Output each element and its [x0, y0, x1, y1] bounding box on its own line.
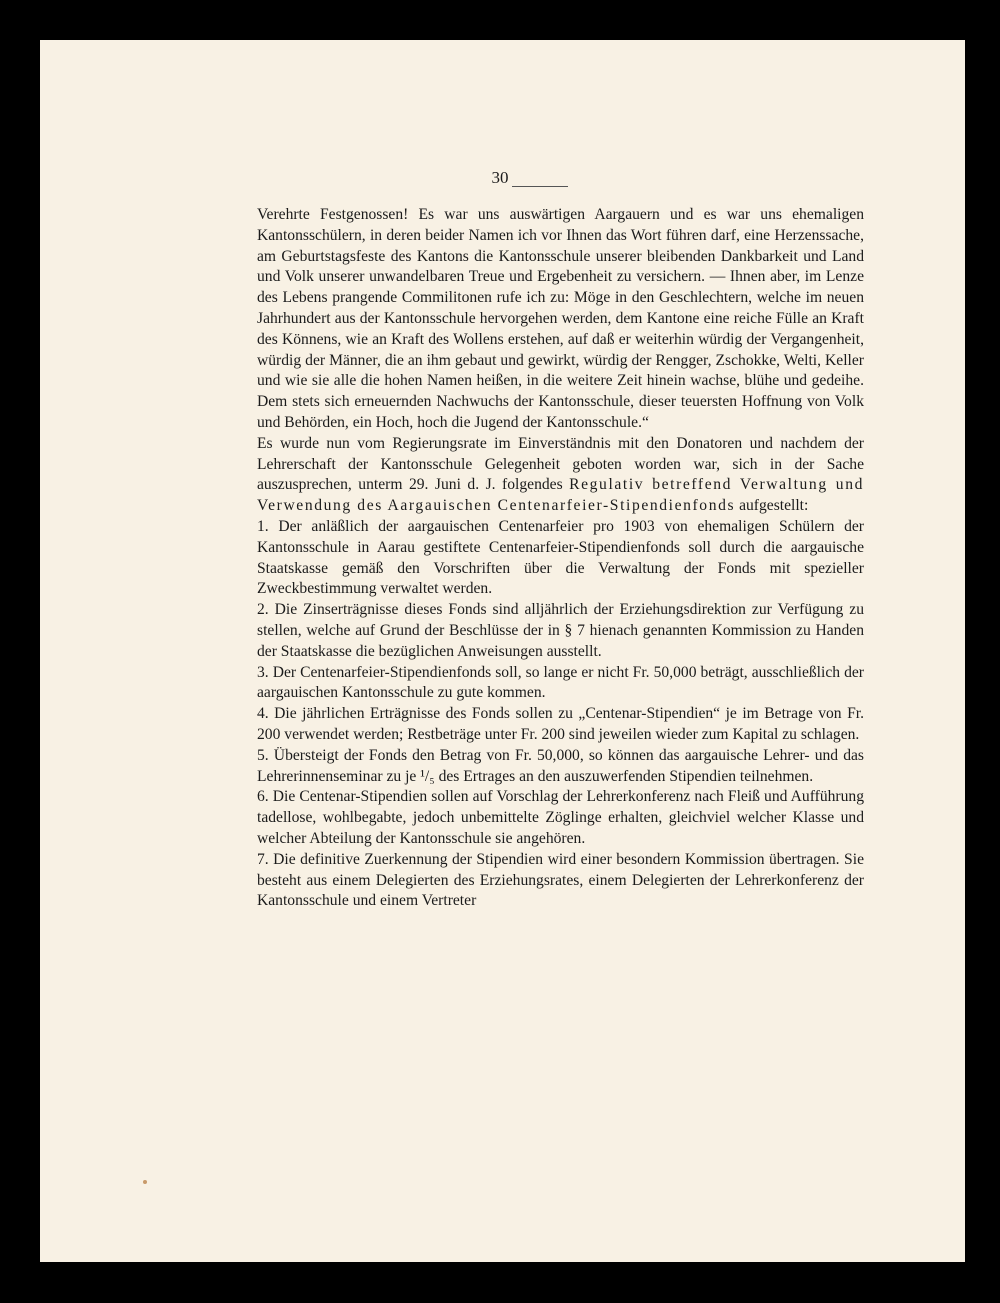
article-6: 6. Die Centenar-Stipendien sollen auf Vorschlag der Lehrerkonferenz nach Fleiß und Aufführung tadellose, wohlbegabte, jedoch unbemittelte Zöglinge erhalten, gleichviel welcher Klasse und welcher Abteilung der Kantonsschule sie angehören.	[257, 788, 864, 847]
regulativ-tail: aufgestellt:	[739, 497, 809, 515]
page-number-rule	[512, 186, 568, 187]
article-1: 1. Der anläßlich der aargauischen Centenarfeier pro 1903 von ehemaligen Schülern der Kantonsschule in Aarau gestiftete Centenarfeier-Stipendienfonds soll durch die aargauische Staatskasse gemäß den Vorschriften über die Verwaltung der Fonds mit spezieller Zweckbestimmung verwaltet werden.	[257, 517, 864, 598]
article-5: 5. Übersteigt der Fonds den Betrag von Fr. 50,000, so können das aargauische Lehrer- und das Lehrerinnenseminar zu je ¹/₅ des Ertrages an den auszuwerfenden Stipendien teilnehmen.	[257, 746, 864, 785]
article-7: 7. Die definitive Zuerkennung der Stipendien wird einer besondern Kommission übertragen. Sie besteht aus einem Delegierten des Erziehungsrates, einem Delegierten der Lehrerkonferenz der Kantonsschule und einem Vertreter	[257, 850, 864, 910]
article-2: 2. Die Zinserträgnisse dieses Fonds sind alljährlich der Erziehungsdirektion zur Verfügung zu stellen, welche auf Grund der Beschlüsse der in § 7 hienach genannten Kommission zu Handen der Staatskasse die bezüglichen Anweisungen ausstellt.	[257, 601, 864, 660]
article-4: 4. Die jährlichen Erträgnisse des Fonds sollen zu „Centenar-Stipendien“ je im Betrage von Fr. 200 verwendet werden; Restbeträge unter Fr. 200 sind jeweilen wieder zum Kapital zu schlagen.	[257, 705, 864, 743]
page-number: 30	[491, 168, 509, 187]
body-text	[257, 205, 864, 912]
regulativ-title: Regulativ betreffend Verwaltung und Verwendung des Aargauischen Centenarfeier-Stipendienfonds	[257, 476, 864, 515]
article-3: 3. Der Centenarfeier-Stipendienfonds soll, so lange er nicht Fr. 50,000 beträgt, ausschließlich der aargauischen Kantonsschule zu gute kommen.	[257, 663, 864, 702]
paper-speck	[143, 1180, 147, 1184]
regulativ-intro: Es wurde nun vom Regierungsrate im Einverständnis mit den Donatoren und nachdem der Lehrerschaft der Kantonsschule Gelegenheit geboten worden war, sich in der Sache auszusprechen, unterm 29. Juni d. J. folgendes	[257, 434, 864, 494]
regulativ-paragraph	[257, 434, 864, 517]
speech-paragraph: Verehrte Festgenossen! Es war uns auswärtigen Aargauern und es war uns ehemaligen Kantonsschülern, in deren beider Namen ich vor Ihnen das Wort führen darf, eine Herzenssache, am Geburtstagsfeste des Kantons die Kantonsschule unserer bleibenden Dankbarkeit und Land und Volk unserer unwandelbaren Treue und Ergebenheit zu versichern. — Ihnen aber, im Lenze des Lebens prangende Commilitonen rufe ich zu: Möge in den Geschlechtern, welche im neuen Jahrhundert aus der Kantonsschule hervorgehen werden, dem Kantone eine reiche Fülle an Kraft des Könnens, wie an Kraft des Wollens erstehen, auf daß er weiterhin würdig der Vergangenheit, würdig der Männer, die an ihm gebaut und gewirkt, würdig der Rengger, Zschokke, Welti, Keller und wie sie alle die hohen Namen heißen, in die weitere Zeit hinein wachse, blühe und gedeihe. Dem stets sich erneuernden Nachwuchs der Kantonsschule, dieser teuersten Hoffnung von Volk und Behörden, ein Hoch, hoch die Jugend der Kantonsschule.“	[257, 206, 864, 431]
